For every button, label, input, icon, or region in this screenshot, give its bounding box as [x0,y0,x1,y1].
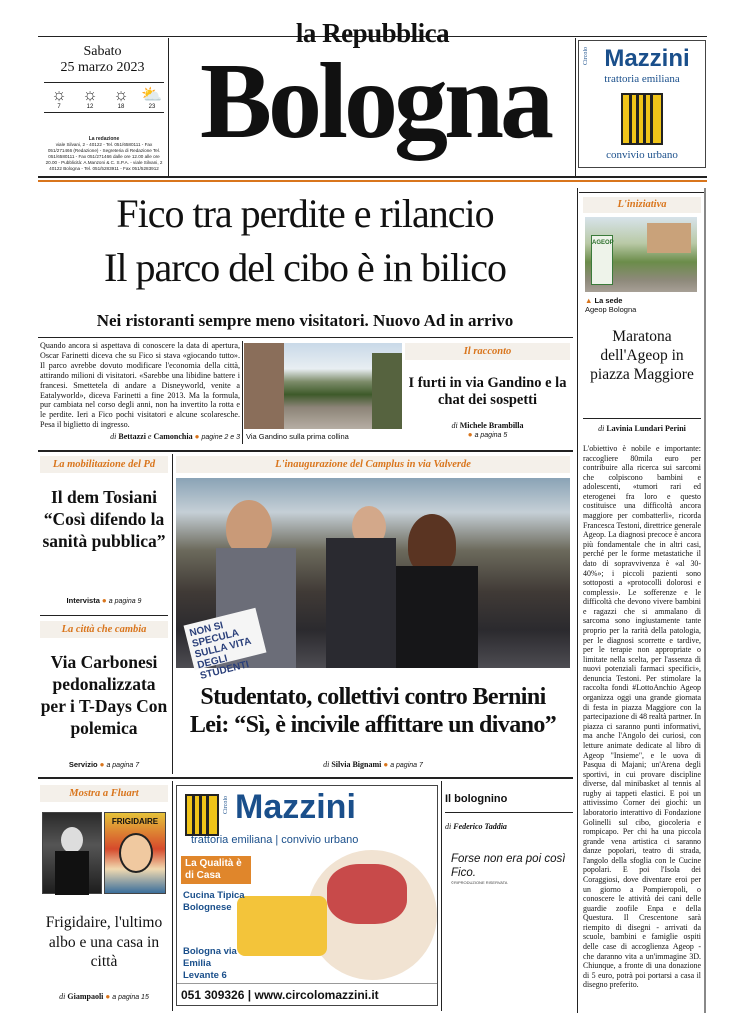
ageop-building-photo: AGEOP [585,217,697,292]
weather-item: ☼ 18 [106,86,136,110]
campus-headline-line1[interactable]: Studentato, collettivi contro Bernini [200,684,546,710]
lead-headline-line1[interactable]: Fico tra perdite e rilancio [116,191,494,236]
photo-caption: Via Gandino sulla prima collina [246,432,349,441]
section-kicker: Il racconto [405,343,570,360]
section-kicker: Mostra a Fluart [40,785,168,802]
bullet-icon: ● [194,432,200,441]
advertisement-mazzini-top[interactable]: Circolo Mazzini trattoria emiliana convivio urbano [578,40,706,168]
bottom-left-rule [172,781,173,1011]
frigidaire-cover-image: FRIGIDAIRE [104,812,166,894]
triangle-icon: ▲ [585,296,593,305]
photo-caption: Ageop Bologna [585,305,637,314]
mazzini-logo-icon [185,794,219,836]
carbonesi-headline[interactable]: Via Carbonesi pedonalizzata per i T-Days Con polemica [40,652,168,738]
ageop-credit: di Lavinia Lundari Perini [598,424,686,433]
mazzini-logo-icon [621,93,663,145]
bullet-icon: ● [467,430,473,439]
right-col-top-rule [579,192,704,193]
lead-body: Quando ancora si aspettava di conoscere la data di apertura, Oscar Farinetti diceva che su Fico si stava «giocando tutto». Il parco avrebbe dovuto modificare l'economia della città, attirando milioni di visitatori. «Sarebbe una libidine battere i francesi. Smettetela di andare a Disneyworld, venite a Eatalyworld», diceva Farinetti a fine 2013. Ma la formula, pur cambiata nel corso degli anni, non ha invertito la rotta e le perdite. Ieri a Fico pochi visitatori e alcune scolaresche. Pesa il biglietto di ingresso. [40,341,240,430]
ad-contact-bar: 051 309326 | www.circolomazzini.it [177,983,437,1005]
lead-divider [38,337,573,338]
gandino-credit: di Michele Brambilla ● a pagina 5 [451,421,524,439]
campus-headline-line2[interactable]: Lei: “Sì, è incivile affittare un divano” [189,712,557,738]
issue-date: 25 marzo 2023 [60,60,145,75]
campus-credit: di Silvia Bignami ● a pagina 7 [323,760,423,769]
masthead-left-rule [168,38,169,176]
pasta-image [237,896,327,956]
right-col-mid-rule [583,418,701,419]
section-kicker: La mobilitazione del Pd [40,456,168,473]
editorial-office-info: La redazione viale Silvani, 2 - 40122 - Tel. 051/6580111 - Fax 051/271466 (Redazione) - Segreteria di Redazione Tel. 051/6580111 - Fax 051/271466 dalle ore 12.00 alle ore 20.00 - Pubblicità: A.Manzoni & C. S.P.A. - viale Silvani, 2 40122 Bologna - Tel. 051/5283911 - Fax 051/5283912 [45,136,163,171]
weather-item: ☼ 7 [44,86,74,110]
protest-sign: NON SI SPECULA SULLA VITA DEGLI STUDENTI [184,608,267,671]
column-label: Il bolognino [445,793,508,805]
mid-divider [38,450,573,452]
frigidaire-headline[interactable]: Frigidaire, l'ultimo albo e una casa in città [45,914,163,970]
comic-photo-image [42,812,102,894]
bottom-right-rule [441,781,442,1011]
tosiani-credit: Intervista ● a pagina 9 [66,596,142,605]
campus-protest-photo [176,478,570,682]
bullet-icon: ● [383,760,389,769]
bolognino-rule [445,812,573,813]
newspaper-brand[interactable]: la Repubblica [295,18,450,48]
section-kicker: L'inaugurazione del Camplus in via Valverde [176,456,570,473]
bolognino-quote[interactable]: Forse non era poi così Fico. [451,853,566,879]
bullet-icon: ● [105,992,111,1001]
gandino-street-photo [244,343,402,429]
right-col-rule [577,188,578,1013]
left-col-rule [172,454,173,774]
masthead-orange-rule [38,180,707,182]
lead-subheadline: Nei ristoranti sempre meno visitatori. Nuovo Ad in arrivo [96,311,514,330]
section-kicker: L'iniziativa [583,197,701,213]
sun-icon: ☼ [51,85,67,104]
masthead-bottom-rule [38,176,707,178]
weather-divider [44,112,164,113]
ageop-body: L'obiettivo è nobile e importante: raccogliere 80mila euro per contribuire alla ricerca sui sarcomi che colpiscono bambini e adolescenti, «tumori rari ed eterogenei fra loro e questo costituisce una difficoltà ancora maggiore per combatterli», ricorda Francesca Testoni, direttrice generale Ageop. La diagnosi precoce è ancora più fondamentale che in altri casi, perché per le forme metastatiche il dato di sopravvivenza è «al 30-40%»; i piccoli pazienti sono sottoposti a «protocolli dolorosi e complessi». Le sofferenze e le difficoltà che devono vivere bambini e ragazzi che si ammalano di sarcoma sono ingiustamente tante proprio per la rarità della patologia, per le diagnosi scorrette e tardive, per le terapie non appropriate o limitate nella scelta, per l'assenza di nuovi potenziali farmaci specifici», denuncia Testoni. Per stimolare la raccolta fondi #LottoAnchio Ageop organizza oggi una grande giornata di festa in piazza Maggiore con la partecipazione di 48 realtà partner. In piazza ci saranno punti informativi, ma anche l'Angolo dei curiosi, con letture animate dedicate al libro di Ageop "Insieme", e le uova di Pasqua di Majani; un'Arena degli sportivi, in cui provare discipline diverse, dal minibasket al tennis al rugby ai tappeti elastici. E poi un attivissimo Corner dei giochi: un laboratorio interattivo di Fondazione Golinelli sul cibo, giocoleria e rompicapo. Per chi ha una piccola grande vena artistica ci saranno danze popolari, teatro di strada, l'angolo della sfoglia con le Cucine popolari. E poi l'Isola dei Coraggiosi, dove diventare eroi per un giorno a Pompieropoli, o conoscere le attività dei cani delle guardie zoofile Enpa e della Questura. Il Crescentone sarà riempito di disegni - arrivati da scuole, bambini e famiglie ospiti delle case di accoglienza Ageop - che daranno vita a un'immagine 3D. Chiunque, a fronte di una donazione di 5 euro, potrà poi portarsi a casa il disegno preferito. [583,444,701,990]
bullet-icon: ● [99,760,105,769]
date-divider [44,82,164,83]
right-col-edge [704,188,706,1013]
copyright-note: ©RIPRODUZIONE RISERVATA [451,880,508,885]
edition-city: Bologna [199,42,551,161]
section-kicker: La città che cambia [40,621,168,638]
sun-icon: ☼ [82,85,98,104]
weather-item: ⛅ 23 [137,86,167,110]
photo-caption-title: ▲ La sede [585,296,623,305]
lead-headline-line2[interactable]: Il parco del cibo è in bilico [104,245,506,290]
bottom-divider [38,777,573,779]
sun-icon: ☼ [113,85,129,104]
advertisement-mazzini-bottom[interactable]: Circolo Mazzini trattoria emiliana | convivio urbano La Qualità è di Casa Cucina Tipica Bolognese Bologna via Emilia Levante 6 051 309326 | www.circolomazzini.it [176,785,438,1006]
tosiani-headline[interactable]: Il dem Tosiani “Così difendo la sanità pubblica” [42,487,166,551]
weather-item: ☼ 12 [75,86,105,110]
carbonesi-credit: Servizio ● a pagina 7 [68,760,140,769]
lead-credit: di Bettazzi e Camonchia ● pagine 2 e 3 [110,432,240,441]
left-col-divider [40,615,168,616]
lead-col-rule [242,341,243,444]
gandino-headline[interactable]: I furti in via Gandino e la chat dei sospetti [408,375,567,408]
bolognino-credit: di Federico Taddia [445,822,507,831]
frigidaire-credit: di Giampaoli ● a pagina 15 [59,992,149,1001]
issue-weekday: Sabato [83,44,122,59]
partly-cloudy-icon: ⛅ [141,85,163,104]
bullet-icon: ● [101,596,107,605]
ageop-headline[interactable]: Maratona dell'Ageop in piazza Maggiore [590,328,694,383]
